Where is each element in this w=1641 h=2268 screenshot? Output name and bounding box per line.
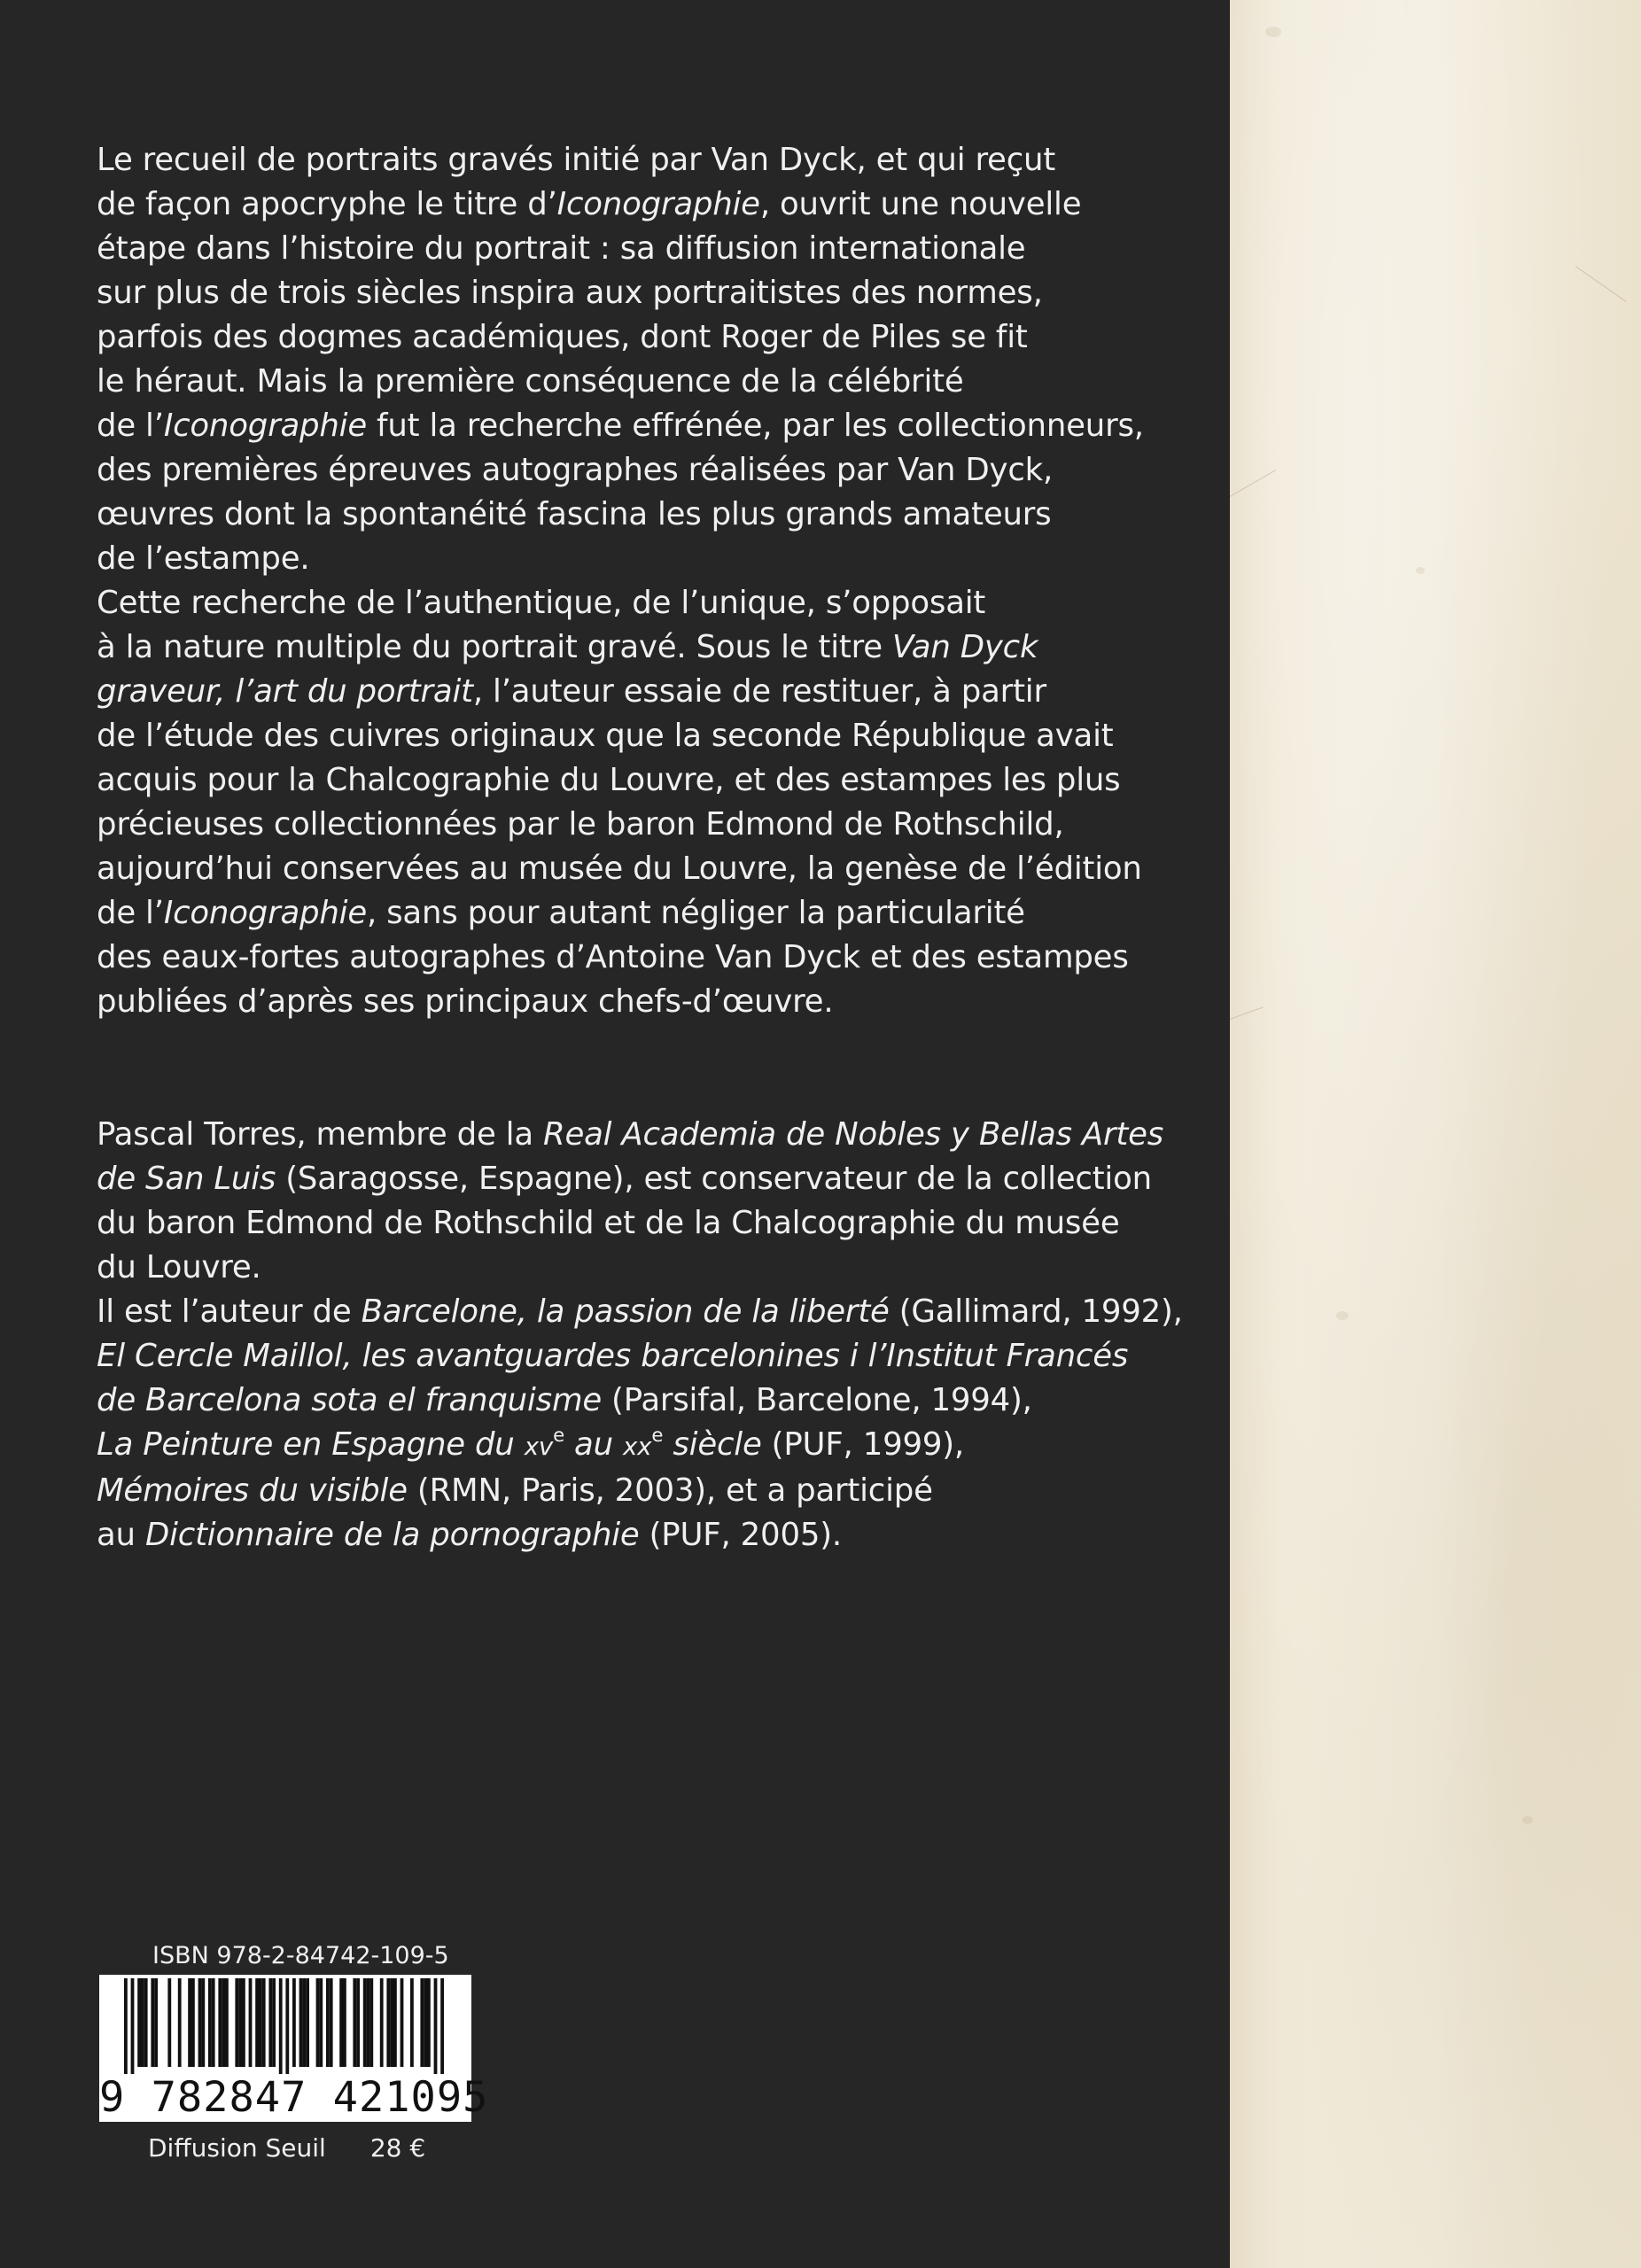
text-segment: Le recueil de portraits gravés initié par Van Dyck, et qui reçut (97, 142, 1056, 178)
barcode-bar (208, 1978, 212, 2067)
text-segment: , sans pour autant négliger la particularité (366, 895, 1025, 931)
barcode-bar (259, 1978, 262, 2067)
barcode-bar (302, 1978, 306, 2067)
description-line (97, 670, 1144, 714)
text-segment: des eaux-fortes autographes d’Antoine Van Dyck et des estampes (97, 939, 1129, 975)
biography-line (97, 1513, 1183, 1557)
text-segment: Il est l’auteur de (97, 1293, 362, 1330)
barcode-bar (393, 1978, 397, 2067)
description-line (97, 315, 1144, 360)
description-line (97, 537, 1144, 581)
description-line (97, 404, 1144, 448)
barcode-bar (225, 1978, 229, 2067)
text-segment: Iconographie (556, 186, 760, 222)
text-segment: de Barcelona sota el franquisme (97, 1382, 602, 1418)
text-segment: du Louvre. (97, 1249, 261, 1285)
paper-scratch (1575, 266, 1627, 302)
description-line (97, 625, 1144, 670)
biography-line (97, 1201, 1183, 1246)
barcode-bar (191, 1978, 195, 2067)
text-segment: (Gallimard, 1992), (889, 1293, 1183, 1330)
text-segment: Real Academia de Nobles y Bellas Artes (543, 1116, 1164, 1153)
barcode-bar (353, 1978, 356, 2067)
barcode-bar (238, 1978, 242, 2067)
description-line (97, 227, 1144, 271)
paper-spot (1265, 27, 1281, 37)
barcode-bar (326, 1978, 330, 2067)
text-segment: (Parsifal, Barcelone, 1994), (601, 1382, 1032, 1418)
barcode-bars-graphic (99, 1975, 471, 2074)
barcode-bar (212, 1978, 215, 2067)
text-segment: sur plus de trois siècles inspira aux portraitistes des normes, (97, 275, 1043, 311)
paper-texture-strip (1230, 0, 1641, 2268)
barcode-bar (343, 1978, 346, 2067)
barcode-bar (222, 1978, 225, 2067)
barcode-bar (380, 1978, 384, 2067)
barcode-bar (292, 1978, 296, 2067)
description-line (97, 360, 1144, 404)
barcode-bar (201, 1978, 205, 2067)
barcode-bar (367, 1978, 370, 2067)
text-segment: (Saragosse, Espagne), est conservateur de la collection (276, 1161, 1152, 1197)
text-segment: (RMN, Paris, 2003), et a participé (407, 1472, 933, 1509)
text-segment: siècle (663, 1426, 762, 1463)
text-segment: xv (524, 1432, 554, 1461)
barcode-bar (198, 1978, 202, 2067)
paper-spot (1336, 1311, 1349, 1320)
barcode-bar (319, 1978, 323, 2067)
text-segment: Barcelone, la passion de la liberté (361, 1293, 890, 1330)
biography-line (97, 1246, 1183, 1290)
biography-line (97, 1334, 1183, 1379)
paper-scratch (1230, 470, 1276, 497)
paper-spot (1416, 567, 1425, 574)
barcode-bar (330, 1978, 333, 2067)
description-line (97, 847, 1144, 891)
text-segment: (PUF, 1999), (761, 1426, 964, 1463)
text-segment: de San Luis (97, 1161, 276, 1197)
barcode-bar (255, 1978, 259, 2067)
description-line (97, 803, 1144, 847)
barcode-bar (151, 1978, 154, 2067)
text-segment: parfois des dogmes académiques, dont Roger de Piles se fit (97, 319, 1028, 355)
text-segment: Van Dyck (891, 629, 1038, 665)
author-biography (97, 1113, 1183, 1557)
barcode-bar (299, 1978, 303, 2067)
text-segment: des premières épreuves autographes réalisées par Van Dyck, (97, 452, 1054, 488)
description-line (97, 891, 1144, 936)
text-segment: Dictionnaire de la pornographie (144, 1517, 640, 1553)
text-segment: publiées d’après ses principaux chefs-d’œuvre. (97, 983, 834, 1020)
text-segment: étape dans l’histoire du portrait : sa diffusion internationale (97, 230, 1026, 267)
text-segment: La Peinture en Espagne du (97, 1426, 525, 1463)
barcode-bar (131, 1978, 135, 2074)
barcode-bar (386, 1978, 390, 2067)
text-segment: e (553, 1425, 564, 1448)
text-segment: le héraut. Mais la première conséquence de la célébrité (97, 363, 964, 400)
barcode-bar (178, 1978, 182, 2067)
distributor-label: Diffusion Seuil (148, 2133, 326, 2163)
description-line (97, 493, 1144, 537)
text-segment: Iconographie (163, 408, 367, 444)
description-line (97, 936, 1144, 980)
description-line (97, 714, 1144, 758)
description-line (97, 271, 1144, 315)
barcode-bar (390, 1978, 393, 2067)
barcode-bar (424, 1978, 427, 2067)
barcode-bar (235, 1978, 238, 2067)
text-segment: (PUF, 2005). (639, 1517, 842, 1553)
barcode-bar (363, 1978, 367, 2067)
text-segment: au (564, 1426, 623, 1463)
description-line (97, 758, 1144, 803)
barcode-bar (410, 1978, 414, 2067)
barcode-bar (339, 1978, 343, 2067)
barcode-bar (401, 1978, 404, 2067)
text-segment: précieuses collectionnées par le baron Edmond de Rothschild, (97, 806, 1064, 843)
description-line (97, 581, 1144, 625)
barcode-bar (427, 1978, 431, 2067)
barcode-bar (262, 1978, 266, 2067)
barcode-bar (420, 1978, 424, 2067)
barcode-bar (188, 1978, 191, 2067)
barcode-bar (279, 1978, 283, 2074)
text-segment: e (651, 1425, 664, 1448)
price-line (148, 2133, 425, 2163)
text-segment: xx (623, 1432, 652, 1461)
text-segment: fut la recherche effrénée, par les collectionneurs, (366, 408, 1144, 444)
barcode-bar (137, 1978, 141, 2067)
barcode-bar (316, 1978, 320, 2067)
biography-line (97, 1423, 1183, 1469)
barcode-bar (218, 1978, 222, 2067)
barcode-bar (268, 1978, 272, 2067)
barcode-bar (434, 1978, 438, 2074)
text-segment: aujourd’hui conservées au musée du Louvre, la genèse de l’édition (97, 850, 1142, 887)
barcode-bar (144, 1978, 148, 2067)
biography-line (97, 1157, 1183, 1201)
paper-spot (1522, 1816, 1533, 1824)
text-segment: œuvres dont la spontanéité fascina les plus grands amateurs (97, 496, 1052, 532)
text-segment: à la nature multiple du portrait gravé. Sous le titre (97, 629, 892, 665)
barcode-bar (141, 1978, 144, 2067)
text-segment: Mémoires du visible (97, 1472, 408, 1509)
book-description (97, 138, 1144, 1024)
barcode-bar (272, 1978, 276, 2067)
barcode-bar (249, 1978, 253, 2067)
barcode-bar (242, 1978, 245, 2067)
text-segment: , ouvrit une nouvelle (759, 186, 1082, 222)
barcode-bar (440, 1978, 444, 2074)
barcode-bar (167, 1978, 171, 2067)
barcode-bar (154, 1978, 158, 2067)
text-segment: de l’ (97, 408, 164, 444)
biography-line (97, 1113, 1183, 1157)
biography-line (97, 1379, 1183, 1423)
description-line (97, 448, 1144, 493)
text-segment: de l’ (97, 895, 164, 931)
biography-line (97, 1469, 1183, 1513)
price-label: 28 € (369, 2133, 426, 2163)
text-segment: Iconographie (163, 895, 367, 931)
barcode-bar (369, 1978, 373, 2067)
isbn-label: ISBN 978-2-84742-109-5 (152, 1942, 449, 1969)
barcode-digits: 9 782847 421095 (99, 2073, 489, 2122)
barcode-bar (285, 1978, 289, 2074)
text-segment: au (97, 1517, 145, 1553)
text-segment: Pascal Torres, membre de la (97, 1116, 543, 1153)
barcode-bar (124, 1978, 128, 2074)
barcode (99, 1975, 489, 2122)
biography-line (97, 1290, 1183, 1334)
description-line (97, 183, 1144, 227)
text-segment: de l’estampe. (97, 540, 310, 577)
text-segment: du baron Edmond de Rothschild et de la Chalcographie du musée (97, 1205, 1120, 1241)
text-segment: de façon apocryphe le titre d’ (97, 186, 557, 222)
text-segment: , l’auteur essaie de restituer, à partir (472, 673, 1046, 710)
description-line (97, 138, 1144, 183)
description-line (97, 980, 1144, 1024)
text-segment: acquis pour la Chalcographie du Louvre, et des estampes les plus (97, 762, 1121, 798)
paper-scratch (1230, 1006, 1264, 1020)
barcode-bar (356, 1978, 360, 2067)
text-segment: El Cercle Maillol, les avantguardes barcelonines i l’Institut Francés (97, 1338, 1129, 1374)
text-segment: Cette recherche de l’authentique, de l’unique, s’opposait (97, 585, 986, 621)
text-segment: graveur, l’art du portrait (97, 673, 473, 710)
text-segment: de l’étude des cuivres originaux que la seconde République avait (97, 718, 1114, 754)
barcode-bar (306, 1978, 309, 2067)
